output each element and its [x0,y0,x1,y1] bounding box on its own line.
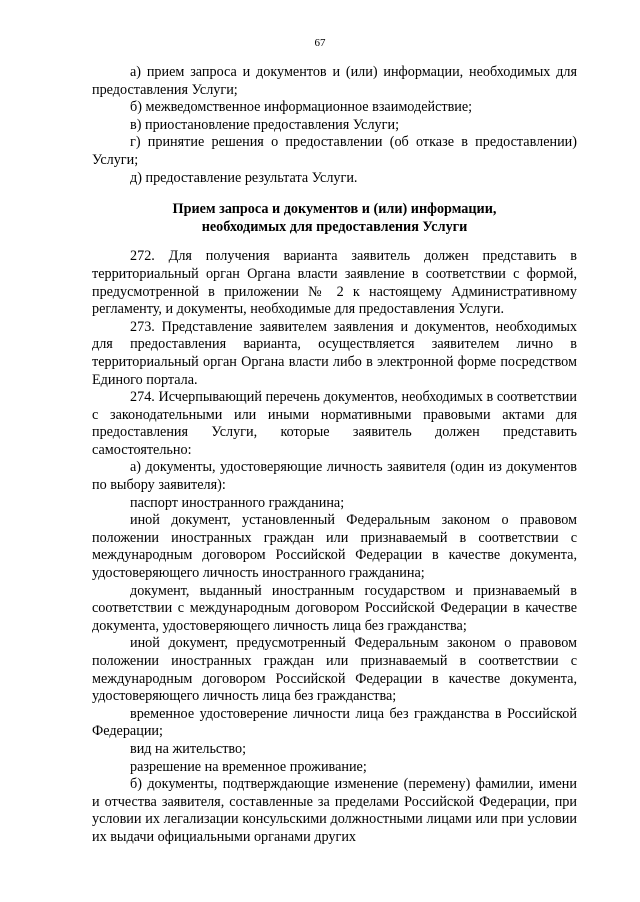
subitem-a-identity-docs: а) документы, удостоверяющие личность заявителя (один из документов по выбору заявителя): [92,459,577,494]
document-body [92,64,577,847]
paragraph-273: 273. Представление заявителем заявления и документов, необходимых для предоставления варианта, осуществляется заявителем лично в территориальный орган Органа власти либо в электронной форме посредством Единого портала. [92,318,577,388]
section-heading-line-2: необходимых для предоставления Услуги [201,218,468,235]
list-item-d: г) принятие решения о предоставлении (об отказе в предоставлении) Услуги; [92,134,577,168]
doc-residence-permit: вид на жительство; [130,740,247,757]
section-heading [92,201,577,236]
doc-other-stateless: иной документ, предусмотренный Федеральным законом о правовом положении иностранных граждан или признаваемый в соответствии с международным договором Российской Федерации в качестве документа, удостоверяющего личность лица без гражданства; [92,635,577,705]
doc-foreign-passport: паспорт иностранного гражданина; [130,494,345,511]
list-item-a: а) прием запроса и документов и (или) информации, необходимых для предоставления Услуги; [92,64,577,98]
section-heading-line-1: Прием запроса и документов и (или) информации, [172,201,497,218]
paragraph-272: 272. Для получения варианта заявитель должен представить в территориальный орган Органа власти заявление в соответствии с формой, предусмотренной в приложении № 2 к настоящему Административному регламенту, и документы, необходимые для предоставления Услуги. [92,248,577,318]
page-number: 67 [314,37,326,49]
doc-other-foreign-citizen: иной документ, установленный Федеральным законом о правовом положении иностранных граждан или признаваемый в соответствии с международным договором Российской Федерации в качестве документа, удостоверяющего личность иностранного гражданина; [92,512,577,582]
paragraph-274: 274. Исчерпывающий перечень документов, необходимых в соответствии с законодательными или иными нормативными правовыми актами для предоставления Услуги, которые заявитель должен представить самостоятельно: [92,389,577,458]
list-item-b: б) межведомственное информационное взаимодействие; [130,99,473,116]
doc-temporary-id: временное удостоверение личности лица без гражданства в Российской Федерации; [92,705,577,740]
list-item-c: в) приостановление предоставления Услуги; [130,116,400,133]
list-item-e: д) предоставление результата Услуги. [130,169,358,186]
subitem-b-name-change-docs: б) документы, подтверждающие изменение (перемену) фамилии, имени и отчества заявителя, составленные за пределами Российской Федерации, при условии их легализации консульскими должностными лицами или при условии их выдачи официальными органами других [92,776,577,845]
doc-issued-by-foreign-state: документ, выданный иностранным государством и признаваемый в соответствии с международным договором Российской Федерации в качестве документа, удостоверяющего личность лица без гражданства; [92,582,577,634]
doc-temporary-residence: разрешение на временное проживание; [130,758,367,775]
